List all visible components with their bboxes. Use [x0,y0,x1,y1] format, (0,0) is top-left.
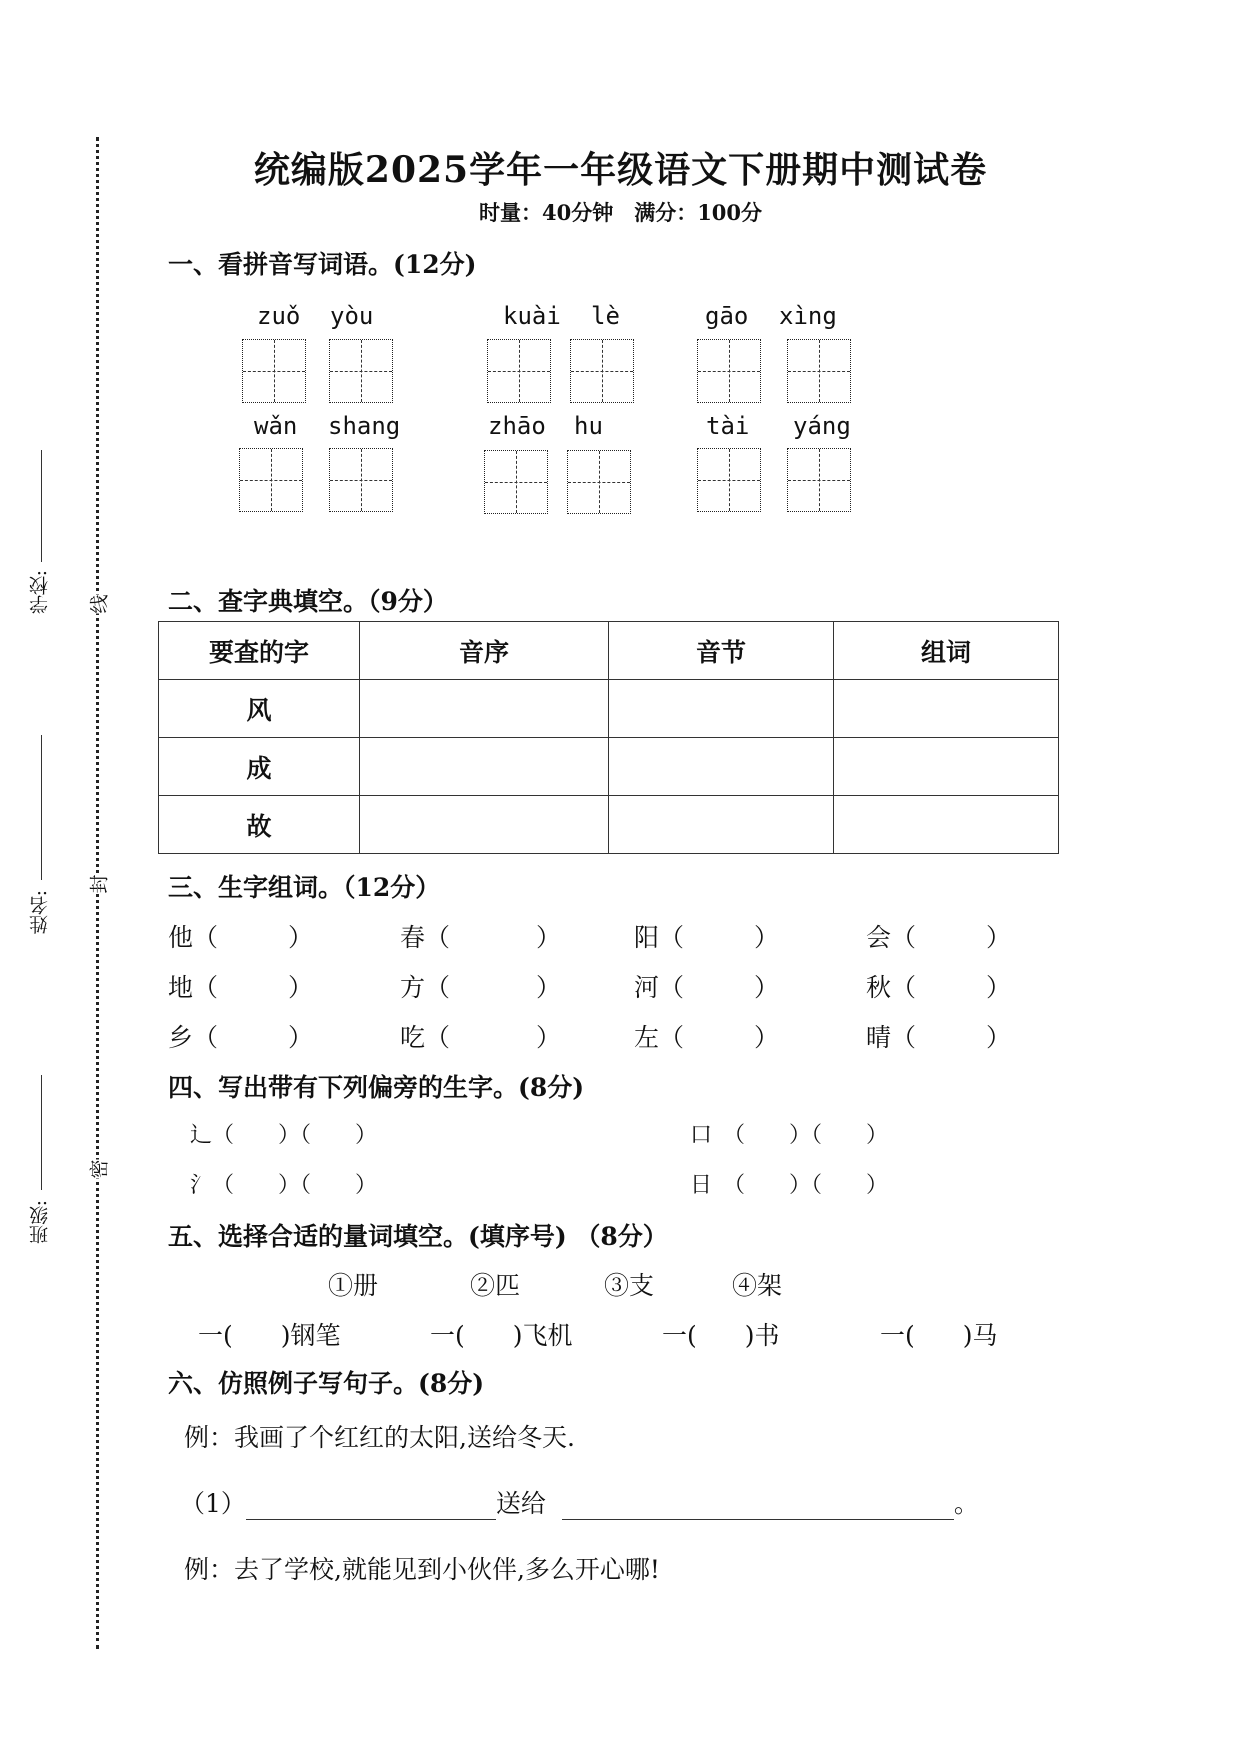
writing-grid[interactable] [484,450,548,514]
answer-cell[interactable] [360,680,609,738]
writing-grid[interactable] [329,339,393,403]
column-header: 音序 [360,622,609,680]
word-char: 春 [400,923,426,952]
radical: 氵 [190,1173,213,1198]
section5-heading: 五、选择合适的量词填空。(填序号) （8分） [168,1222,668,1251]
measure-item: 一( )书 [662,1321,780,1350]
writing-grid[interactable] [787,448,851,512]
radical-item: 氵（ ）（ ） [190,1173,378,1198]
writing-grid[interactable] [570,339,634,403]
section4-heading: 四、写出带有下列偏旁的生字。(8分) [168,1073,585,1102]
column-header: 组词 [834,622,1059,680]
radical: 日 [690,1173,713,1198]
pinyin: wǎn [254,412,298,440]
pinyin: zhāo [488,412,546,440]
word-char: 乡 [168,1023,194,1052]
lookup-char: 成 [159,738,360,796]
writing-grid[interactable] [567,450,631,514]
option: ①册 [328,1271,379,1300]
word-char: 阳 [634,923,660,952]
writing-grid[interactable] [697,448,761,512]
answer-cell[interactable] [609,796,834,854]
pinyin: kuài [503,302,561,330]
option: ③支 [604,1271,655,1300]
class-label: 班级: [29,1200,51,1245]
pinyin: zuǒ [257,302,301,330]
seal-char-line: 线 [86,594,114,613]
word-item: 河（ ） [634,973,780,1002]
word-char: 吃 [400,1023,426,1052]
word-char: 地 [168,973,194,1002]
word-item: 晴（ ） [866,1023,1012,1052]
word-item: 方（ ） [400,973,562,1002]
answer-cell[interactable] [609,738,834,796]
example-sentence-2: 例：去了学校,就能见到小伙伴,多么开心哪! [184,1555,660,1584]
word-item: 左（ ） [634,1023,780,1052]
example-sentence-1: 例：我画了个红红的太阳,送给冬天. [184,1423,575,1452]
lookup-char: 风 [159,680,360,738]
answer-line[interactable] [562,1493,954,1520]
word-item: 春（ ） [400,923,562,952]
answer-cell[interactable] [360,738,609,796]
table-row [159,680,1059,738]
radical-item: 辶（ ）（ ） [190,1123,378,1148]
radical-item: 日 （ ）（ ） [690,1173,889,1198]
word-char: 方 [400,973,426,1002]
section2-heading: 二、查字典填空。（9分） [168,587,448,616]
measure-item: 一( )钢笔 [198,1321,341,1350]
answer-cell[interactable] [834,796,1059,854]
writing-grid[interactable] [787,339,851,403]
word-item: 他（ ） [168,923,314,952]
lookup-char: 故 [159,796,360,854]
sentence-question-1: （1） 送给 。 [180,1489,979,1518]
word-char: 河 [634,973,660,1002]
option: ②匹 [470,1271,521,1300]
word-item: 秋（ ） [866,973,1012,1002]
column-header: 要查的字 [159,622,360,680]
class-field[interactable] [41,1075,42,1190]
answer-cell[interactable] [360,796,609,854]
section6-heading: 六、仿照例子写句子。(8分) [168,1369,485,1398]
word-char: 晴 [866,1023,892,1052]
pinyin: yòu [330,302,374,330]
radical-item: 口 （ ）（ ） [690,1123,889,1148]
writing-grid[interactable] [487,339,551,403]
answer-line[interactable] [246,1493,496,1520]
word-char: 他 [168,923,194,952]
answer-cell[interactable] [834,738,1059,796]
writing-grid[interactable] [239,448,303,512]
pinyin: shang [328,412,401,440]
word-char: 左 [634,1023,660,1052]
section1-heading: 一、看拼音写词语。(12分) [168,250,477,279]
pinyin: xìng [779,302,837,330]
seal-char-secret: 密 [86,1159,114,1178]
school-field[interactable] [41,450,42,562]
word-char: 秋 [866,973,892,1002]
pinyin: tài [706,412,750,440]
page-subtitle: 时量：40分钟 满分：100分 [478,200,763,225]
writing-grid[interactable] [329,448,393,512]
writing-grid[interactable] [242,339,306,403]
word-item: 地（ ） [168,973,314,1002]
pinyin: hu [574,412,603,440]
answer-cell[interactable] [609,680,834,738]
answer-cell[interactable] [834,680,1059,738]
table-row [159,796,1059,854]
table-row [159,738,1059,796]
column-header: 音节 [609,622,834,680]
pinyin: yáng [793,412,851,440]
word-item: 会（ ） [866,923,1012,952]
word-char: 会 [866,923,892,952]
measure-item: 一( )马 [880,1321,998,1350]
name-label: 姓名: [29,890,51,935]
writing-grid[interactable] [697,339,761,403]
option: ④架 [732,1271,783,1300]
pinyin: lè [591,302,620,330]
seal-char-seal: 封 [86,874,114,893]
measure-item: 一( )飞机 [430,1321,573,1350]
word-item: 乡（ ） [168,1023,314,1052]
radical: 口 [690,1123,713,1148]
word-item: 吃（ ） [400,1023,562,1052]
page-title: 统编版2025学年一年级语文下册期中测试卷 [253,149,988,191]
section3-heading: 三、生字组词。（12分） [168,873,441,902]
word-item: 阳（ ） [634,923,780,952]
name-field[interactable] [41,735,42,880]
pinyin: gāo [705,302,749,330]
dictionary-table [158,621,1059,854]
table-header-row [159,622,1059,680]
school-label: 学校: [29,570,51,615]
radical: 辶 [190,1123,213,1148]
